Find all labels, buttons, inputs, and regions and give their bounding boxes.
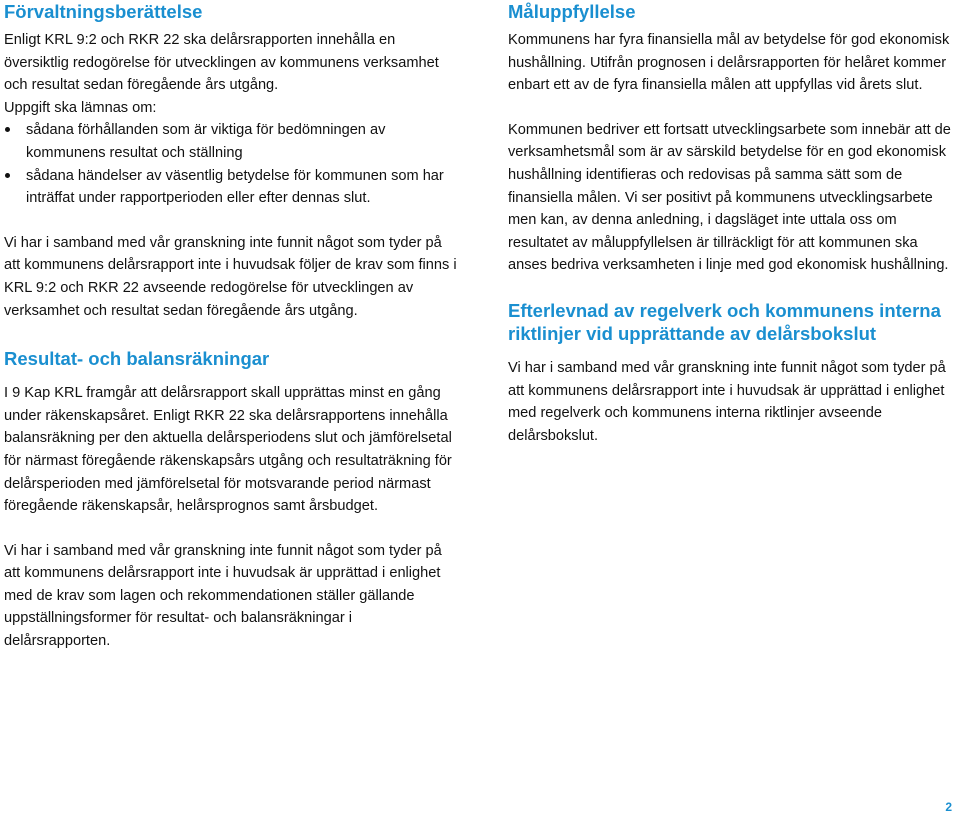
heading-efterlevnad: Efterlevnad av regelverk och kommunens interna riktlinjer vid upprättande av delårsbokslut: [508, 299, 941, 344]
paragraph-goals: Kommunens har fyra finansiella mål av betydelse för god ekonomisk hushållning. Utifrån prognosen i delårsrapporten för helåret kommer enbart ett av de fyra finansiella målen att uppfyllas vid årets slut.: [508, 32, 950, 94]
left-column: [4, 0, 459, 653]
paragraph-compliance: Vi har i samband med vår granskning inte funnit något som tyder på att kommunens delårsrapport inte i huvudsak är upprättad i enlighet med regelverk och kommunens interna riktlinjer avseende delårsbokslut.: [508, 359, 946, 444]
heading-forvaltningsberattelse: Förvaltningsberättelse: [4, 1, 203, 22]
heading-maluppfyllelse: Måluppfyllelse: [508, 1, 636, 22]
intro-paragraph: Enligt KRL 9:2 och RKR 22 ska delårsrapporten innehålla en översiktlig redogörelse för utvecklingen av kommunens verksamhet och resultat sedan föregående års utgång.: [4, 32, 439, 94]
bullet-item: sådana händelser av väsentlig betydelse för kommunen som har inträffat under rapportperioden eller efter dennas slut.: [4, 165, 459, 210]
bullet-list: [4, 119, 459, 209]
lead-paragraph: Uppgift ska lämnas om:: [4, 99, 157, 116]
bullet-item: sådana förhållanden som är viktiga för bedömningen av kommunens resultat och ställning: [4, 119, 459, 164]
body-paragraph: I 9 Kap KRL framgår att delårsrapport skall upprättas minst en gång under räkenskapsåret. Enligt RKR 22 ska delårsrapportens innehålla balansräkning per den aktuella delårsperiodens slut och jämförelsetal för närmast föregående räkenskapsårs utgång och resultaträkning för delårsperioden med jämförelsetal för motsvarande period närmast föregående räkenskapsår, helårsprognos samt årsbudget.: [4, 385, 452, 515]
heading-resultat-balansrakningar: Resultat- och balansräkningar: [4, 348, 270, 370]
right-column: [508, 0, 953, 447]
page-number: 2: [945, 800, 952, 814]
conclusion-paragraph: Vi har i samband med vår granskning inte funnit något som tyder på att kommunens delårsrapport inte i huvudsak följer de krav som finns i KRL 9:2 och RKR 22 avseende redogörelse för utvecklingen av verksamhet och resultat sedan föregående års utgång.: [4, 234, 457, 319]
paragraph-development: Kommunen bedriver ett fortsatt utvecklingsarbete som innebär att de verksamhetsmål som är av särskild betydelse för en god ekonomisk hushållning identifieras och redovisas på samma sätt som de finansiella målen. Vi ser positivt på kommunens utvecklingsarbete men kan, av denna anledning, i dagsläget inte uttala oss om resultatet av måluppfyllelsen är tillräckligt för att kommunen ska anses bedriva verksamheten i linje med god ekonomisk hushållning.: [508, 121, 951, 274]
conclusion-paragraph-2: Vi har i samband med vår granskning inte funnit något som tyder på att kommunens delårsrapport inte i huvudsak är upprättad i enlighet med de krav som lagen och rekommendationen ställer gällande uppställningsformer för resultat- och balansräkningar i delårsrapporten.: [4, 542, 442, 650]
